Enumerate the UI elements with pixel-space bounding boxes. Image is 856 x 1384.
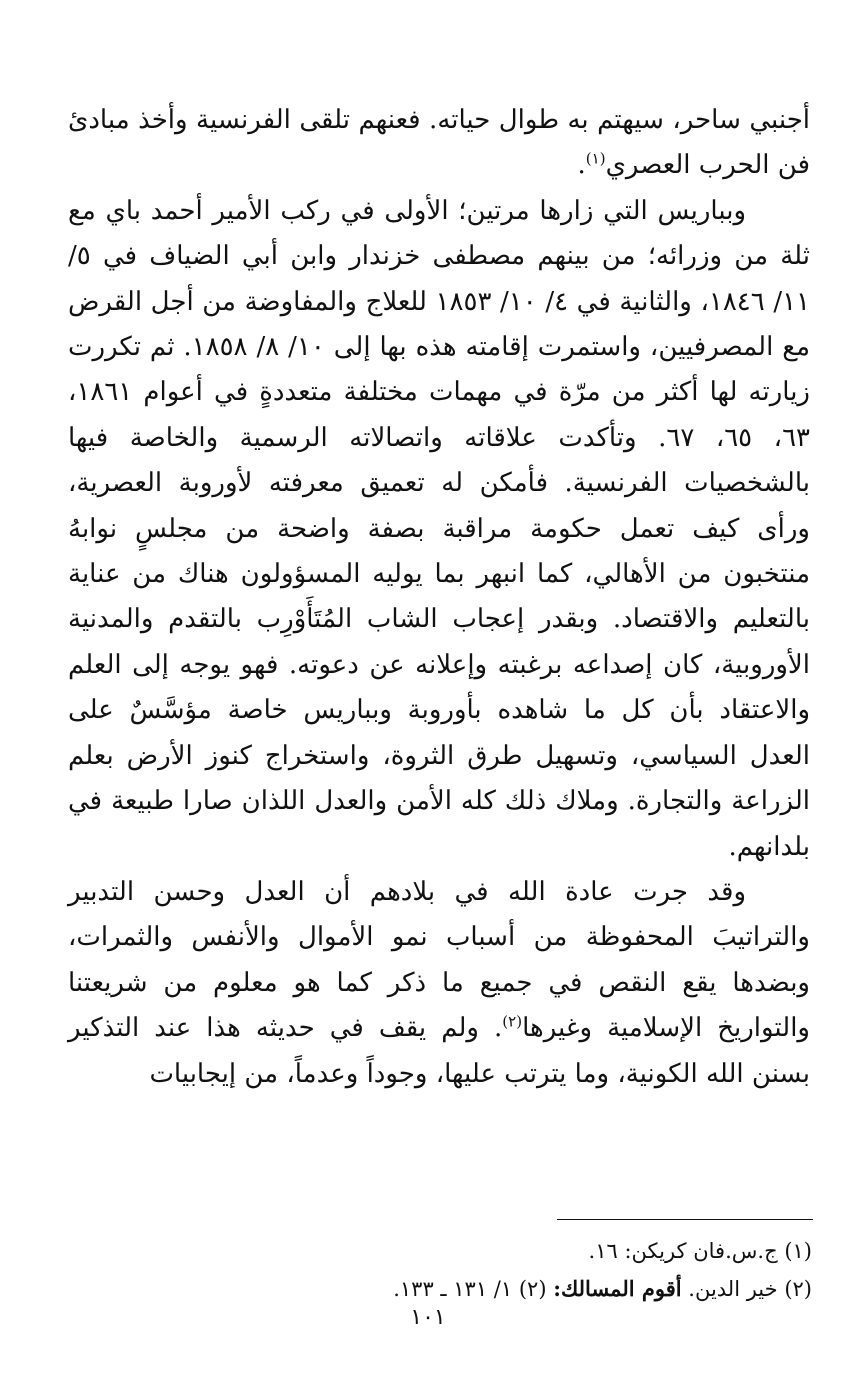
footnotes: [68, 1232, 812, 1308]
page-number: ١٠١: [410, 1305, 446, 1330]
paragraph-3-end: . ولم يقف في حديثه هذا عند التذكير بسنن الله الكونية، وما يترتب عليها، وجوداً وعدماً، من إيجابيات: [68, 1013, 810, 1089]
footnote-2-author: خير الدين.: [688, 1277, 778, 1301]
footnote-1-number: (١): [784, 1239, 812, 1263]
footnote-2-number: (٢): [784, 1277, 812, 1301]
paragraph-3-text: وقد جرت عادة الله في بلادهم أن العدل وحسن التدبير والتراتيبَ المحفوظة من أسباب نمو الأموال والأنفس والثمرات، وبضدها يقع النقص في جميع ما ذكر كما هو معلوم من شريعتنا والتواريخ الإسلامية وغيرها: [68, 876, 810, 1044]
footnote-1: [68, 1232, 812, 1270]
paragraph-1-text: أجنبي ساحر، سيهتم به طوال حياته. فعنهم تلقى الفرنسية وأخذ مبادئ فن الحرب العصري: [68, 105, 810, 181]
main-text: [68, 98, 810, 1097]
paragraph-1-end: .: [577, 150, 586, 181]
footnote-ref-2: (٢): [502, 1012, 523, 1031]
footnote-2-title: أقوم المسالك:: [553, 1276, 682, 1301]
footnote-2: [68, 1270, 812, 1308]
footnote-1-text: ج.س.فان كريكن: ١٦.: [588, 1239, 778, 1263]
footnote-2-text: (٢) ١/ ١٣١ ـ ١٣٣.: [393, 1277, 547, 1301]
footnote-separator: [557, 1219, 813, 1220]
paragraph-2: وبباريس التي زارها مرتين؛ الأولى في ركب الأمير أحمد باي مع ثلة من وزرائه؛ من بينهم مصطفى خزندار وابن أبي الضياف في ٥/ ١١/ ١٨٤٦، والثانية في ٤/ ١٠/ ١٨٥٣ للعلاج والمفاوضة من أجل القرض مع المصرفيين، واستمرت إقامته هذه بها إلى ١٠/ ٨/ ١٨٥٨. ثم تكررت زيارته لها أكثر من مرّة في مهمات مختلفة متعددةٍ في أعوام ١٨٦١، ٦٣، ٦٥، ٦٧. وتأكدت علاقاته واتصالاته الرسمية والخاصة فيها بالشخصيات الفرنسية. فأمكن له تعميق معرفته لأوروبة العصرية، ورأى كيف تعمل حكومة مراقبة بصفة واضحة من مجلسٍ نوابهُ منتخبون من الأهالي، كما انبهر بما يوليه المسؤولون هناك من عناية بالتعليم والاقتصاد. وبقدر إعجاب الشاب المُتَأَوْرِب بالتقدم والمدنية الأوروبية، كان إصداعه برغبته وإعلانه عن دعوته. فهو يوجه إلى العلم والاعتقاد بأن كل ما شاهده بأوروبة وبباريس خاصة مؤسَّسٌ على العدل السياسي، وتسهيل طرق الثروة، واستخراج كنوز الأرض بعلم الزراعة والتجارة. وملاك ذلك كله الأمن والعدل اللذان صارا طبيعة في بلدانهم.: [68, 195, 811, 862]
footnote-ref-1: (١): [585, 149, 606, 168]
paragraph-3: [68, 870, 810, 1097]
paragraph-1: [68, 98, 810, 189]
